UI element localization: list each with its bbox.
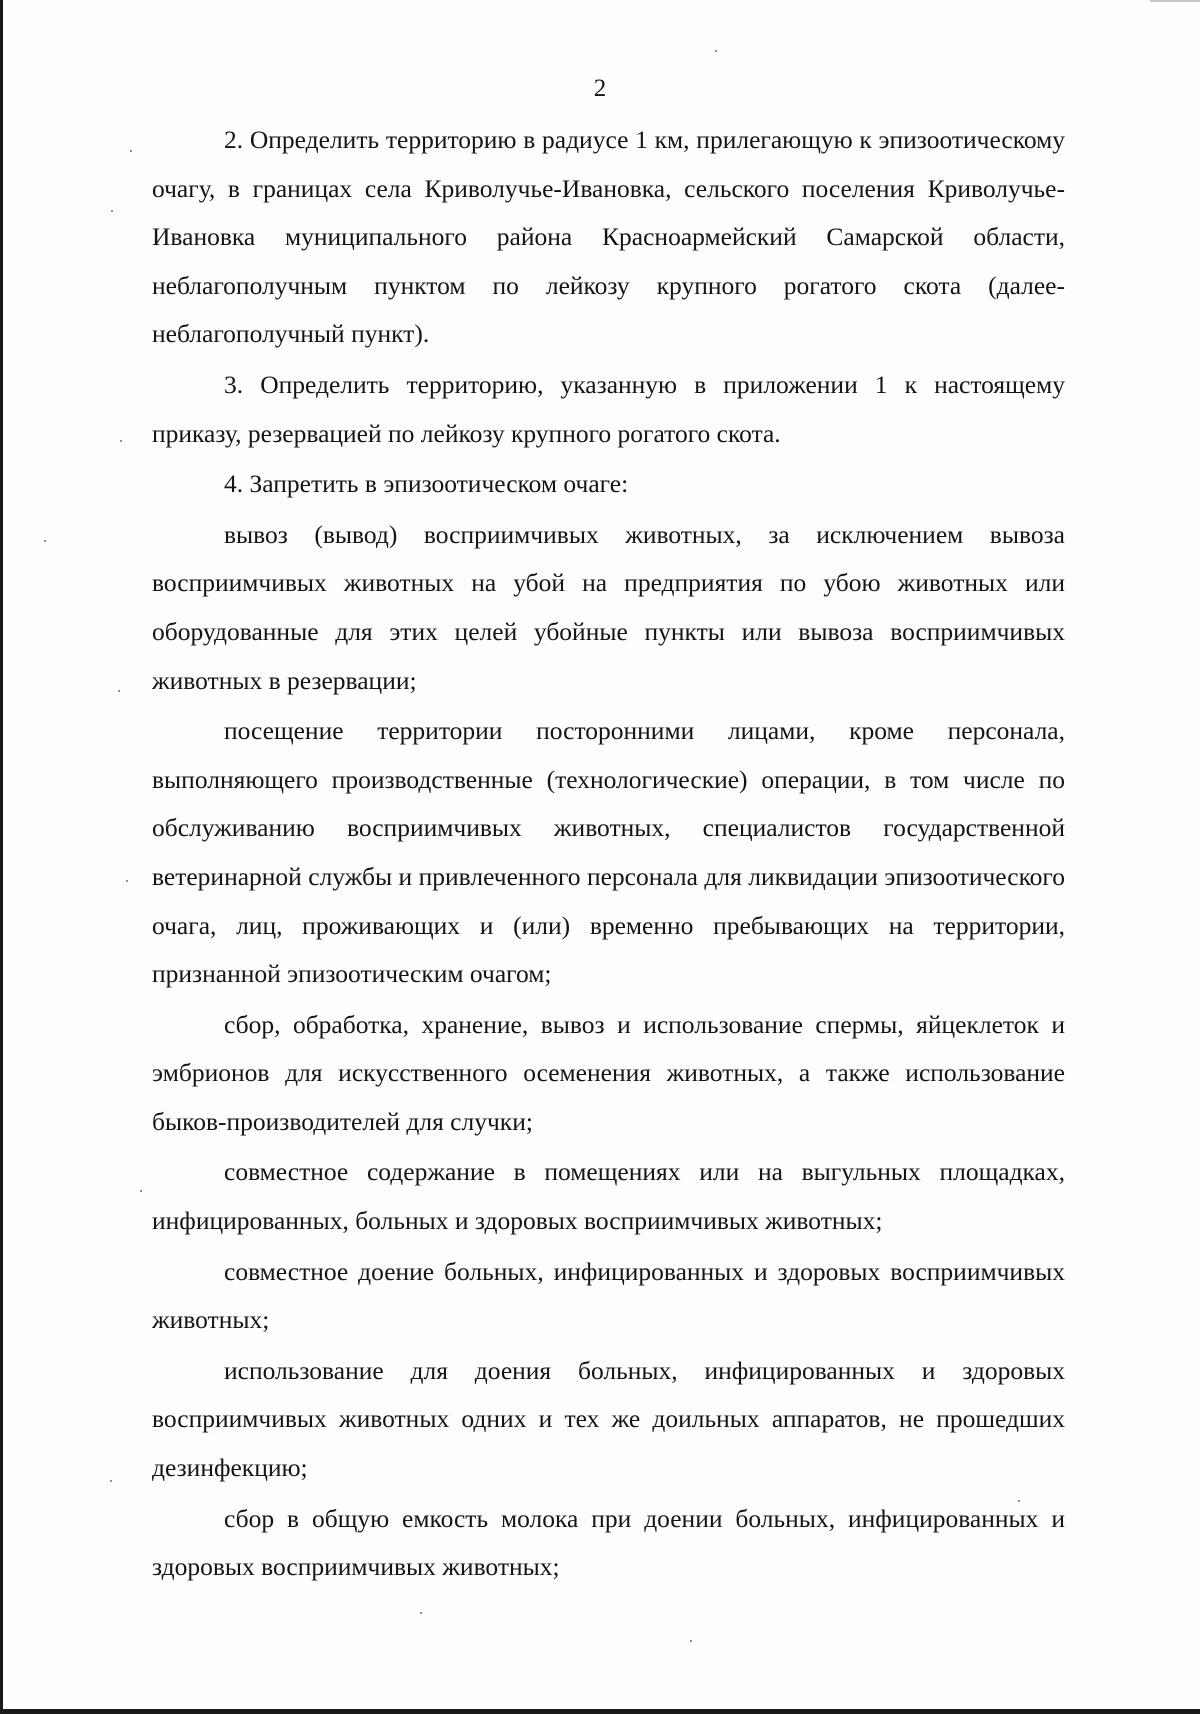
scan-speck (420, 1612, 422, 1614)
scan-speck (130, 150, 132, 152)
scan-speck (118, 690, 120, 692)
scan-border-top (1150, 0, 1200, 2)
scan-speck (111, 210, 113, 212)
paragraph-ban-visits: посещение территории посторонними лицами, кроме персонала, выполняющего производственные (технологические) операции, в том числе по обслуживанию восприимчивых животных, специалистов государственной ветеринарной службы и привлеченного персонала для ликвидации эпизоотического очага, лиц, проживающих и (или) временно пребывающих на территории, признанной эпизоотическим очагом; (152, 716, 1065, 989)
scan-speck (140, 1190, 142, 1192)
paragraph-ban-removal: вывоз (вывод) восприимчивых животных, за исключением вывоза восприимчивых животных на убой на предприятия по убою животных или оборудованные для этих целей убойные пункты или вывоза восприимчивых животных в резервации; (152, 519, 1065, 695)
scan-border-bottom (0, 1709, 1200, 1714)
scan-speck (120, 440, 122, 442)
document-body (152, 116, 1065, 1592)
scan-speck (715, 50, 717, 52)
paragraph-ban-joint-keeping: совместное содержание в помещениях или на выгульных площадках, инфицированных, больных и здоровых восприимчивых животных; (152, 1157, 1065, 1236)
paragraph-ban-semen: сбор, обработка, хранение, вывоз и использование спермы, яйцеклеток и эмбрионов для искусственного осеменения животных, а также использование быков-производителей для случки; (152, 1009, 1065, 1136)
scan-border-left (0, 0, 3, 1714)
paragraph-ban-joint-milking: совместное доение больных, инфицированных и здоровых восприимчивых животных; (152, 1256, 1065, 1335)
paragraph-item-2: 2. Определить территорию в радиусе 1 км, прилегающую к эпизоотическому очагу, в границах села Криволучье-Ивановка, сельского поселения Криволучье-Ивановка муниципального района Красноармейский Самарской области, неблагополучным пунктом по лейкозу крупного рогатого скота (далее-неблагополучный пункт). (152, 125, 1065, 349)
paragraph-item-4: 4. Запретить в эпизоотическом очаге: (224, 469, 629, 499)
paragraph-ban-shared-equipment: использование для доения больных, инфицированных и здоровых восприимчивых животных одних и тех же доильных аппаратов, не прошедших дезинфекцию; (152, 1355, 1065, 1483)
scan-speck (1018, 1500, 1020, 1502)
scan-speck (690, 1640, 692, 1642)
page-number: 2 (593, 75, 607, 102)
scan-speck (44, 540, 46, 542)
paragraph-ban-milk-collection: сбор в общую емкость молока при доении больных, инфицированных и здоровых восприимчивых животных; (152, 1503, 1065, 1582)
scan-speck (126, 880, 128, 882)
scan-speck (110, 1480, 112, 1482)
paragraph-item-3: 3. Определить территорию, указанную в приложении 1 к настоящему приказу, резервацией по лейкозу крупного рогатого скота. (152, 369, 1065, 448)
